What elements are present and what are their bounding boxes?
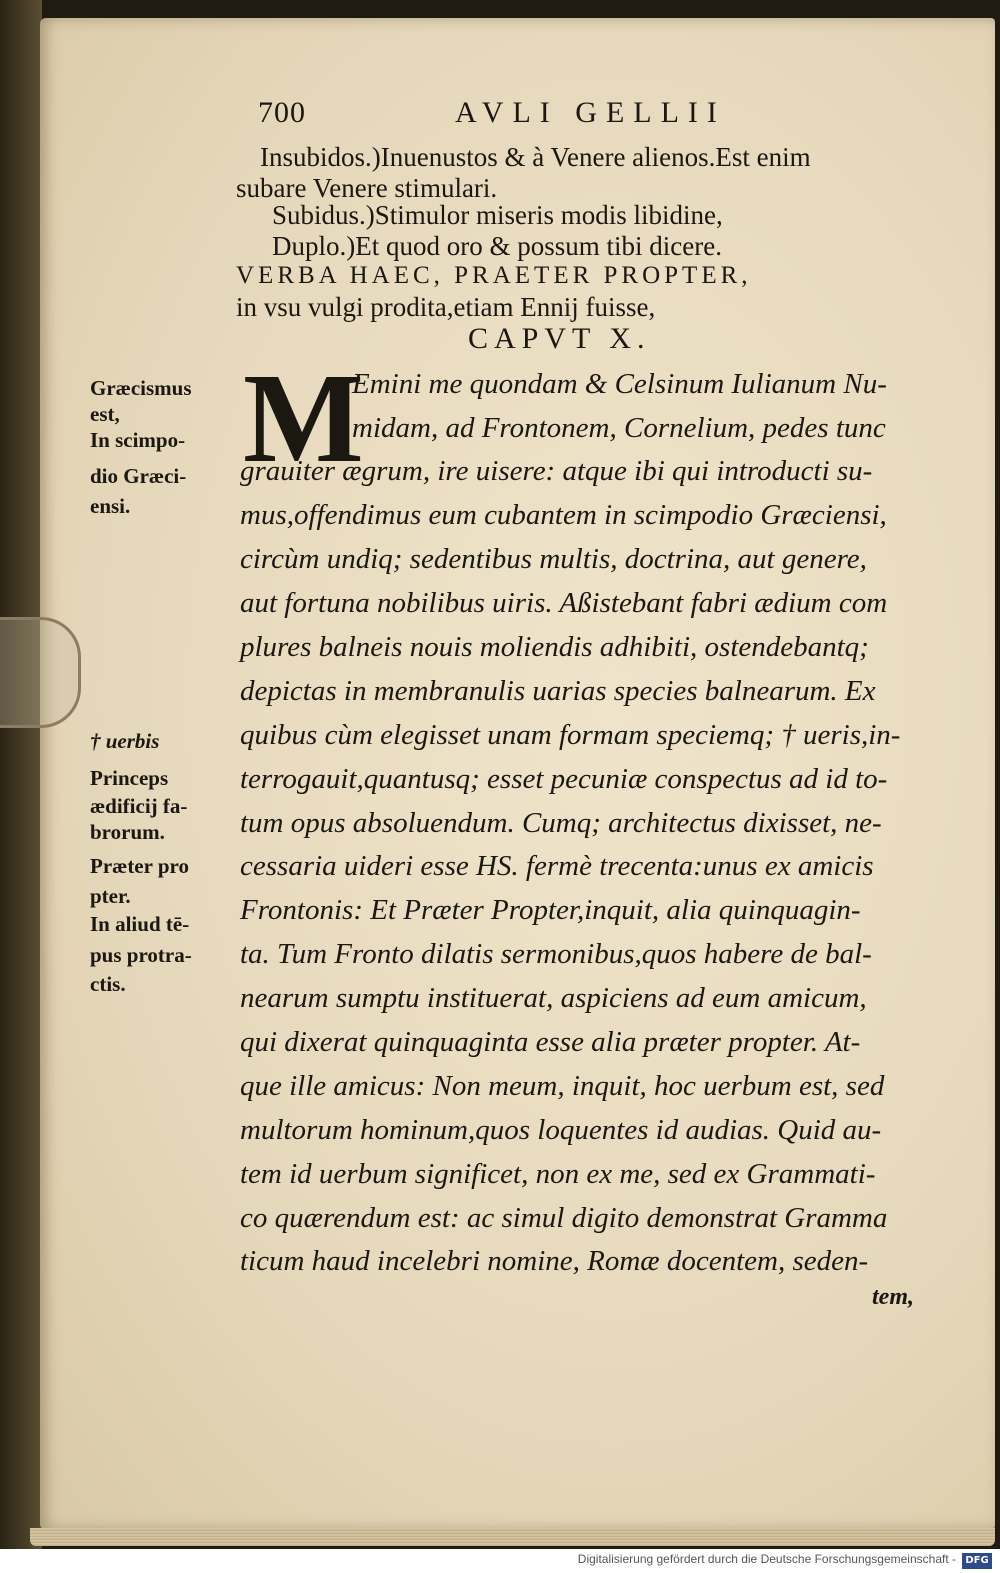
text-line: Insubidos.)Inuenustos & à Venere alienos.Est enim — [260, 142, 811, 172]
margin-note: Græcismus — [90, 376, 192, 400]
body-line: nearum sumptu instituerat, aspiciens ad eum amicum, — [240, 982, 867, 1014]
body-line: Frontonis: Et Præter Propter,inquit, alia quinquagin- — [240, 894, 861, 926]
text-line: subare Venere stimulari. — [236, 173, 498, 203]
body-line: qui dixerat quinquaginta esse alia præter propter. At- — [240, 1026, 861, 1058]
page-block-edge — [30, 1528, 995, 1546]
margin-note: ctis. — [90, 972, 126, 996]
margin-note: brorum. — [90, 820, 165, 844]
body-line: terrogauit,quantusq; esset pecuniæ conspectus ad id to- — [240, 763, 888, 795]
funding-credit: Digitalisierung gefördert durch die Deutsche Forschungsgemeinschaft - — [577, 1552, 956, 1566]
footer-bar — [0, 1549, 1000, 1573]
body-line: ticum haud incelebri nomine, Romæ docentem, seden- — [240, 1245, 869, 1277]
catchword: tem, — [872, 1284, 914, 1310]
margin-note: ensi. — [90, 494, 131, 518]
body-line: Emini me quondam & Celsinum Iulianum Nu- — [352, 368, 887, 400]
chapter-heading-line2: in vsu vulgi prodita,etiam Ennij fuisse, — [236, 292, 656, 322]
drop-cap: M — [243, 347, 364, 489]
body-line: co quærendum est: ac simul digito demonstrat Gramma — [240, 1202, 888, 1234]
body-line: tum opus absoluendum. Cumq; architectus dixisset, ne- — [240, 807, 882, 839]
margin-note: dio Græci- — [90, 464, 187, 488]
running-title: AVLI GELLII — [455, 96, 726, 129]
margin-note: pus protra- — [90, 943, 192, 967]
page-clip — [0, 617, 81, 728]
page-number: 700 — [258, 96, 306, 129]
body-line: plures balneis nouis moliendis adhibiti, ostendebantq; — [240, 631, 869, 663]
body-line: tem id uerbum significet, non ex me, sed ex Grammati- — [240, 1158, 876, 1190]
body-line: quibus cùm elegisset unam formam speciemq; † ueris,in- — [240, 719, 901, 751]
margin-note: Præter pro — [90, 854, 189, 878]
body-line: circùm undiq; sedentibus multis, doctrina, aut genere, — [240, 543, 867, 575]
body-line: cessaria uideri esse HS. fermè trecenta:unus ex amicis — [240, 850, 874, 882]
body-line: mus,offendimus eum cubantem in scimpodio Græciensi, — [240, 499, 887, 531]
margin-note: In aliud tē- — [90, 912, 190, 936]
text-line: Duplo.)Et quod oro & possum tibi dicere. — [272, 231, 722, 261]
caput-label: CAPVT X. — [468, 322, 651, 355]
body-line: ta. Tum Fronto dilatis sermonibus,quos habere de bal- — [240, 938, 872, 970]
margin-note: † uerbis — [90, 729, 160, 753]
chapter-heading: VERBA HAEC, PRAETER PROPTER, — [236, 262, 752, 289]
margin-note: Princeps — [90, 766, 169, 790]
body-line: depictas in membranulis uarias species balnearum. Ex — [240, 675, 876, 707]
book-spine-edge — [0, 0, 42, 1573]
margin-note: ædificij fa- — [90, 794, 188, 818]
body-line: multorum hominum,quos loquentes id audias. Quid au- — [240, 1114, 882, 1146]
text-line: Subidus.)Stimulor miseris modis libidine, — [272, 200, 723, 230]
margin-note: est, — [90, 402, 120, 426]
body-line: que ille amicus: Non meum, inquit, hoc uerbum est, sed — [240, 1070, 885, 1102]
body-line: aut fortuna nobilibus uiris. Aßistebant fabri ædium com — [240, 587, 888, 619]
body-line: midam, ad Frontonem, Cornelium, pedes tunc — [352, 412, 886, 444]
body-line: grauiter ægrum, ire uisere: atque ibi qui introducti su- — [240, 455, 873, 487]
margin-note: In scimpo- — [90, 428, 186, 452]
dfg-logo: DFG — [962, 1553, 992, 1569]
margin-note: pter. — [90, 884, 131, 908]
